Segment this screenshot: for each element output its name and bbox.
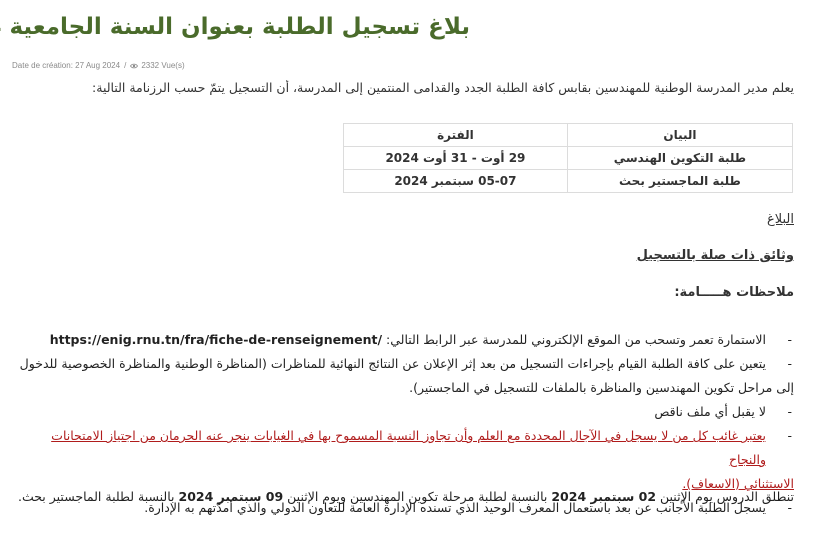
view-count: 2332 Vue(s) [141,61,185,70]
meta-separator: / [124,61,127,70]
intro-paragraph: يعلم مدير المدرسة الوطنية للمهندسين بقابس كافة الطلبة الجدد والقدامى المنتمين إلى المدرسة، أن التسجيل يتمّ حسب الرزنامة التالية: [92,80,794,95]
note-text: يسجل الطلبة الأجانب عن بعد باستعمال المعرف الوحيد الذي تسنده الإدارة العامة للتعاون الدولي والذي أمدّتهم به الإدارة. [144,500,766,515]
notes-heading: ملاحظات هـــــامة: [674,285,794,300]
final-text: تنطلق الدروس يوم الإثنين [660,489,794,504]
warning-text: الاستثنائي (الاسعاف). [682,476,794,491]
schedule-table [343,123,793,193]
list-item: - يتعين على كافة الطلبة القيام بإجراءات التسجيل من بعد إثر الإعلان عن النتائج النهائية للمناظرات (المناظرة الوطنية والمناظرة الخصوصية للدخول [19,356,792,371]
note-text: الاستمارة تعمر وتسحب من الموقع الإلكتروني للمدرسة عبر الرابط التالي: [386,332,766,347]
final-text: بالنسبة لطلبة الماجستير بحث. [17,489,175,504]
creation-date: Date de création: 27 Aug 2024 [12,61,121,70]
warning-text: يعتبر غائب كل من لا يسجل في الآجال المحددة مع العلم وأن تجاوز النسبة المسموح بها في الغيابات ينجر عنه الحرمان من اجتياز الامتحانات والنجاح [51,428,766,467]
table-cell: 05-07 سبتمبر 2024 [344,170,568,193]
note-text: لا يقبل أي ملف ناقص [654,404,766,419]
classes-start-paragraph [18,489,794,504]
table-row [344,147,793,170]
engineering-start-date: 02 سبتمبر 2024 [551,489,657,504]
list-item: - يعتبر غائب كل من لا يسجل في الآجال المحددة مع العلم وأن تجاوز النسبة المسموح بها في الغيابات ينجر عنه الحرمان من اجتياز الامتحانات والنجاح [51,428,792,467]
announcement-link[interactable]: البلاغ [766,212,794,227]
masters-start-date: 09 سبتمبر 2024 [178,489,284,504]
table-header-cell: البيان [567,124,792,147]
list-item: - يسجل الطلبة الأجانب عن بعد باستعمال المعرف الوحيد الذي تسنده الإدارة العامة للتعاون الدولي والذي أمدّتهم به الإدارة. [144,500,792,515]
list-item: - الاستمارة تعمر وتسحب من الموقع الإلكتروني للمدرسة عبر الرابط التالي: https://enig.rnu.tn/fra/fiche-de-renseignement/ [49,332,792,347]
table-cell: طلبة الماجستير بحث [567,170,792,193]
table-row [344,170,793,193]
note-text: إلى مراحل تكوين المهندسين والمناظرة بالملفات للتسجيل في الماجستير). [409,380,794,395]
table-header-cell: الفترة [344,124,568,147]
list-item: - لا يقبل أي ملف ناقص [654,404,792,419]
documents-link[interactable]: وثائق ذات صلة بالتسجيل [636,248,794,263]
form-url-link[interactable]: https://enig.rnu.tn/fra/fiche-de-renseignement/ [49,332,383,347]
list-item-continuation [14,376,794,400]
page-title: بلاغ تسجيل الطلبة بعنوان السنة الجامعية [9,14,470,40]
eye-icon [130,62,138,70]
final-text: بالنسبة لطلبة مرحلة تكوين المهندسين ويوم الإثنين [287,489,548,504]
table-cell: طلبة التكوين الهندسي [567,147,792,170]
note-text: يتعين على كافة الطلبة القيام بإجراءات التسجيل من بعد إثر الإعلان عن النتائج النهائية للمناظرات (المناظرة الوطنية والمناظرة الخصوصية للدخول [19,356,766,371]
table-cell: 29 أوت - 31 أوت 2024 [344,147,568,170]
table-header-row [344,124,793,147]
article-meta [12,61,185,70]
